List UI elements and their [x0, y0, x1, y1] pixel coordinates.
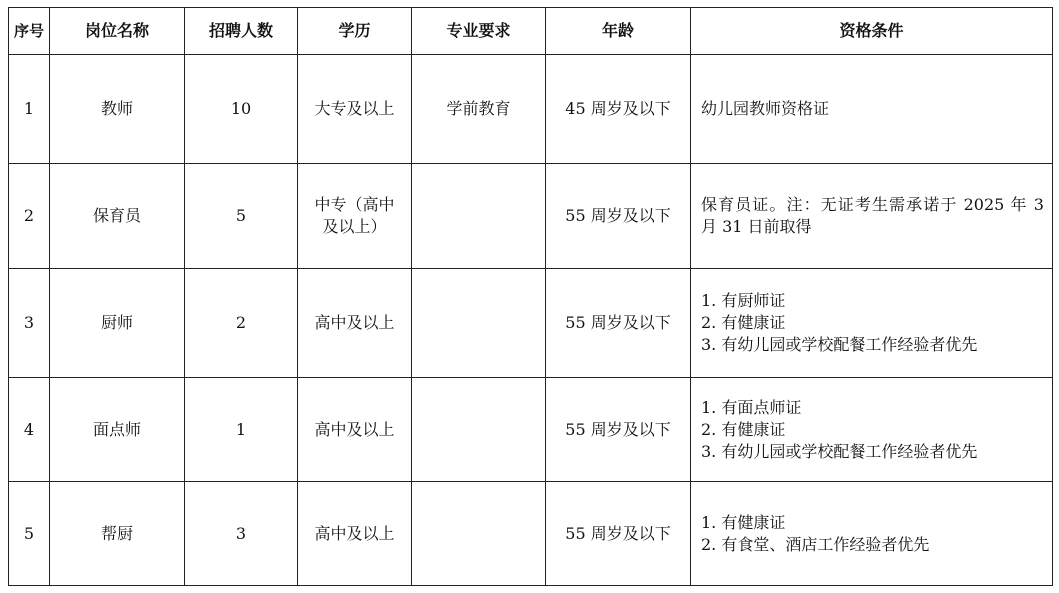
table-row — [9, 269, 1053, 378]
cell-qualification — [691, 55, 1053, 164]
table-row — [9, 164, 1053, 269]
cell-seq: 4 — [9, 378, 50, 482]
qualification-line: 幼儿园教师资格证 — [701, 99, 830, 118]
cell-education: 高中及以上 — [298, 378, 412, 482]
header-position: 岗位名称 — [50, 8, 185, 55]
table-row — [9, 378, 1053, 482]
qualification-line: 1. 有面点师证 — [701, 397, 802, 417]
cell-position: 面点师 — [50, 378, 185, 482]
qualification-line: 2. 有健康证 — [701, 419, 786, 439]
qualification-line: 3. 有幼儿园或学校配餐工作经验者优先 — [701, 441, 978, 461]
header-age: 年龄 — [546, 8, 691, 55]
cell-count: 2 — [185, 269, 298, 378]
header-count: 招聘人数 — [185, 8, 298, 55]
cell-seq: 5 — [9, 482, 50, 586]
qualification-line: 2. 有健康证 — [701, 313, 786, 332]
cell-age: 55 周岁及以下 — [546, 164, 691, 269]
header-education: 学历 — [298, 8, 412, 55]
cell-education: 高中及以上 — [298, 482, 412, 586]
cell-age: 55 周岁及以下 — [546, 482, 691, 586]
header-seq: 序号 — [9, 8, 50, 55]
cell-position: 教师 — [50, 55, 185, 164]
qualification-line: 2. 有食堂、酒店工作经验者优先 — [701, 534, 930, 554]
cell-education: 中专（高中及以上） — [298, 164, 412, 269]
cell-major — [412, 269, 546, 378]
qualification-line: 3. 有幼儿园或学校配餐工作经验者优先 — [701, 335, 978, 354]
cell-qualification — [691, 269, 1053, 378]
cell-major — [412, 482, 546, 586]
cell-education: 高中及以上 — [298, 269, 412, 378]
cell-age: 55 周岁及以下 — [546, 269, 691, 378]
cell-age: 45 周岁及以下 — [546, 55, 691, 164]
table-row — [9, 482, 1053, 586]
qualification-line: 1. 有健康证 — [701, 512, 786, 532]
cell-position: 帮厨 — [50, 482, 185, 586]
cell-education: 大专及以上 — [298, 55, 412, 164]
cell-count: 10 — [185, 55, 298, 164]
cell-qualification — [691, 378, 1053, 482]
qualification-line: 保育员证。注：无证考生需承诺于 2025 年 3 月 31 日前取得 — [701, 195, 1044, 236]
cell-count: 3 — [185, 482, 298, 586]
cell-seq: 3 — [9, 269, 50, 378]
cell-count: 5 — [185, 164, 298, 269]
cell-position: 保育员 — [50, 164, 185, 269]
header-qualification: 资格条件 — [691, 8, 1053, 55]
cell-qualification — [691, 164, 1053, 269]
cell-seq: 1 — [9, 55, 50, 164]
header-major: 专业要求 — [412, 8, 546, 55]
cell-qualification — [691, 482, 1053, 586]
recruitment-table — [8, 7, 1053, 586]
cell-position: 厨师 — [50, 269, 185, 378]
cell-major: 学前教育 — [412, 55, 546, 164]
cell-major — [412, 378, 546, 482]
cell-major — [412, 164, 546, 269]
cell-seq: 2 — [9, 164, 50, 269]
cell-count: 1 — [185, 378, 298, 482]
table-row — [9, 55, 1053, 164]
header-row — [9, 8, 1053, 55]
cell-age: 55 周岁及以下 — [546, 378, 691, 482]
qualification-line: 1. 有厨师证 — [701, 291, 786, 310]
